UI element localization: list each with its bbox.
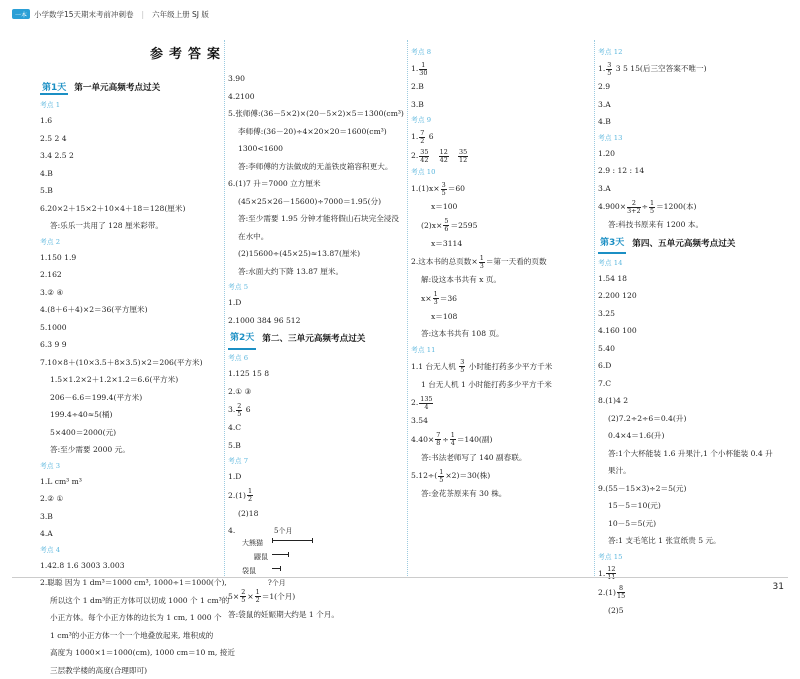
answer-line: 3.54: [411, 412, 591, 430]
answer-line: 2.5 2 4: [40, 130, 220, 148]
answer-line: x× $\frac{1}{3}$ ＝36: [411, 289, 591, 308]
diagram-bar-mid: [272, 554, 288, 555]
diagram-tick: [272, 538, 273, 543]
answer-line: 1.D: [228, 468, 403, 486]
day2-title: 第二、三单元高频考点过关: [262, 331, 365, 349]
answer-line: 1300<1600: [228, 140, 403, 158]
kaodian-label: 考点 8: [411, 45, 591, 59]
answer-line: 4.900× $\frac{2}{3+2}$ ÷ $\frac{1}{5}$ ＝1200(本): [598, 197, 783, 216]
kaodian-label: 考点 6: [228, 351, 403, 365]
footer-rule: [12, 577, 788, 578]
answer-line: 9.(55－15×3)÷2＝5(元): [598, 480, 783, 498]
series-title: 小学数学15天期末考前冲刺卷: [34, 9, 134, 20]
edition-label: 六年级上册 SJ 版: [152, 9, 209, 20]
answer-line: 答:1 支毛笔比 1 张宣纸贵 5 元。: [598, 532, 783, 550]
diagram-bar-small: [272, 568, 280, 569]
answer-line: 5.40: [598, 340, 783, 358]
answer-line: 在水中。: [228, 228, 403, 246]
answer-line: 小正方体。每个小正方体的边长为 1 cm, 1 000 个: [40, 609, 220, 627]
column-divider: [407, 40, 408, 578]
answer-line: 1.42.8 1.6 3003 3.003: [40, 557, 220, 575]
answer-line: 4.: [228, 522, 403, 540]
fraction: $\frac{1}{2}$: [247, 488, 253, 503]
kaodian-label: 考点 2: [40, 235, 220, 249]
kaodian-label: 考点 3: [40, 459, 220, 473]
answer-line: 7.C: [598, 375, 783, 393]
answer-line: 5.B: [228, 437, 403, 455]
kaodian-label: 考点 9: [411, 113, 591, 127]
kaodian-label: 考点 14: [598, 256, 783, 270]
answer-line: 4.40× $\frac{7}{8}$ ÷ $\frac{1}{4}$ ＝140(副): [411, 430, 591, 449]
answer-line: 1.125 15 8: [228, 365, 403, 383]
answer-line: 高度为 1000×1＝1000(cm), 1000 cm＝10 m, 接近: [40, 644, 220, 662]
fraction: $\frac{3}{5}$: [606, 62, 612, 77]
answer-line: 1.54 18: [598, 270, 783, 288]
diagram-tick: [312, 538, 313, 543]
answer-column-4: [598, 45, 783, 619]
fraction: $\frac{3}{5}$: [441, 182, 447, 197]
answer-line: 4.160 100: [598, 322, 783, 340]
fraction: $\frac{35}{12}$: [458, 149, 468, 164]
answer-line: 0.4×4＝1.6(升): [598, 427, 783, 445]
day3-heading: [598, 236, 783, 254]
kaodian-label: 考点 15: [598, 550, 783, 564]
answer-column-3: [411, 45, 591, 503]
answer-line: 答:科技书原来有 1200 本。: [598, 216, 783, 234]
answer-line: 2. $\frac{35}{42}$ $\frac{12}{42}$ $\frac{35}{12}$: [411, 146, 591, 165]
answer-line: 3.25: [598, 305, 783, 323]
answer-line: x＝108: [411, 308, 591, 326]
answer-line: 2.1000 384 96 512: [228, 312, 403, 330]
answer-line: 5.1000: [40, 319, 220, 337]
day3-title: 第四、五单元高频考点过关: [632, 236, 735, 254]
diagram-tick: [288, 552, 289, 557]
day2-tag: 第2天: [228, 330, 256, 350]
answer-line: 2.(1) $\frac{8}{15}$: [598, 583, 783, 602]
answer-line: 答:这本书共有 108 页。: [411, 325, 591, 343]
fraction: $\frac{1}{5}$: [438, 469, 444, 484]
answer-line: 1.5×1.2×2＋1.2×1.2＝6.6(平方米): [40, 371, 220, 389]
kaodian-label: 考点 12: [598, 45, 783, 59]
answer-line: 4.2100: [228, 88, 403, 106]
answer-line: 15－5＝10(元): [598, 497, 783, 515]
answer-line: 3.A: [598, 96, 783, 114]
page-header: [12, 6, 209, 22]
fraction: $\frac{1}{4}$: [450, 432, 456, 447]
header-separator: |: [142, 10, 145, 19]
page-number: 31: [773, 582, 784, 592]
answer-line: 1.6: [40, 112, 220, 130]
answer-line: 李师傅:(36－20)÷4×20×20＝1600(cm³): [228, 123, 403, 141]
answer-line: 答:1个大杯能装 1.6 升果汁,1 个小杯能装 0.4 升: [598, 445, 783, 463]
answer-line: 206－6.6＝199.4(平方米): [40, 389, 220, 407]
diagram-label-top: 5个月: [274, 523, 292, 541]
answer-column-1: [40, 98, 220, 679]
answer-line: 2.B: [411, 78, 591, 96]
answer-line: 答:袋鼠的妊娠期大约是 1 个月。: [228, 606, 403, 624]
answer-line: 1.20: [598, 145, 783, 163]
day2-heading: [228, 331, 403, 349]
answer-line: (2)18: [228, 505, 403, 523]
diagram-label-bottom: ?个月: [268, 575, 286, 593]
day3-tag: 第3天: [598, 235, 626, 255]
fraction: $\frac{1}{3}$: [433, 291, 439, 306]
answer-line: 答:书法老师写了 140 副春联。: [411, 449, 591, 467]
answer-line: 6.D: [598, 357, 783, 375]
fraction: $\frac{135}{4}$: [419, 396, 433, 411]
answer-line: 答:至少需要 2000 元。: [40, 441, 220, 459]
answer-line: 1.D: [228, 294, 403, 312]
answer-line: 3.90: [228, 70, 403, 88]
kaodian-label: 考点 10: [411, 165, 591, 179]
fraction: $\frac{3}{5}$: [459, 359, 465, 374]
kaodian-label: 考点 1: [40, 98, 220, 112]
day1-tag: 第1天: [40, 80, 68, 95]
answer-line: 3.B: [411, 96, 591, 114]
answer-line: 1. $\frac{12}{11}$: [598, 564, 783, 583]
answer-line: 5.12÷( $\frac{1}{5}$ ×2)＝30(株): [411, 466, 591, 485]
answer-line: 1 cm³的小正方体一个一个地叠放起来, 堆积成的: [40, 627, 220, 645]
answer-line: 3.B: [40, 508, 220, 526]
answer-line: 4.A: [40, 525, 220, 543]
answer-line: 2.这本书的总页数× $\frac{1}{3}$ ＝第一天看的页数: [411, 252, 591, 271]
answer-line: 2.聪聪 因为 1 dm³＝1000 cm³, 1000÷1＝1000(个),: [40, 574, 220, 592]
answer-line: 4.(8＋6＋4)×2＝36(平方厘米): [40, 301, 220, 319]
answer-line: 2.② ①: [40, 490, 220, 508]
answer-line: 6.(1)7 升＝7000 立方厘米: [228, 175, 403, 193]
answer-line: 2.(1) $\frac{1}{2}$: [228, 486, 403, 505]
fraction: $\frac{2}{3+2}$: [627, 200, 641, 215]
answer-line: 5.张师傅:(36－5×2)×(20－5×2)×5＝1300(cm³): [228, 105, 403, 123]
kaodian-label: 考点 11: [411, 343, 591, 357]
answer-line: 3.② ④: [40, 284, 220, 302]
answer-line: 1.(1)x× $\frac{3}{5}$ ＝60: [411, 179, 591, 198]
diagram-label-big: 大熊猫: [242, 535, 263, 553]
diagram-label-small: 袋鼠: [242, 563, 256, 581]
answer-line: 5× $\frac{2}{5}$ × $\frac{1}{2}$ ＝1(个月): [228, 587, 403, 606]
answer-line: 1 台无人机 1 小时能打药多少平方千米: [411, 376, 591, 394]
answer-line: 所以这个 1 dm³的正方体可以切成 1000 个 1 cm³的: [40, 592, 220, 610]
answer-line: 3.A: [598, 180, 783, 198]
answer-line: 8.(1)4 2: [598, 392, 783, 410]
answer-line: (2)7.2÷2÷6＝0.4(升): [598, 410, 783, 428]
answer-line: (2)15600÷(45×25)≈13.87(厘米): [228, 245, 403, 263]
fraction: $\frac{8}{15}$: [617, 585, 625, 600]
answer-line: 3.4 2.5 2: [40, 147, 220, 165]
fraction: $\frac{2}{5}$: [236, 403, 242, 418]
fraction: $\frac{1}{2}$: [255, 589, 261, 604]
diagram-tick: [280, 566, 281, 571]
answer-line: 1. $\frac{1}{30}$: [411, 59, 591, 78]
fraction: $\frac{1}{30}$: [419, 62, 427, 77]
fraction: $\frac{1}{5}$: [649, 200, 655, 215]
diagram-bar-big: [272, 540, 312, 541]
answer-line: 1.1 台无人机 $\frac{3}{5}$ 小时能打药多少平方千米: [411, 357, 591, 376]
answer-line: 2.200 120: [598, 287, 783, 305]
answer-line: 4.C: [228, 419, 403, 437]
page-title: 参考答案: [150, 43, 226, 62]
answer-line: 答:水面大约下降 13.87 厘米。: [228, 263, 403, 281]
answer-line: (2)5: [598, 602, 783, 620]
fraction: $\frac{7}{2}$: [419, 130, 425, 145]
answer-line: 1.L cm³ m³: [40, 473, 220, 491]
answer-line: 果汁。: [598, 462, 783, 480]
answer-line: 10－5＝5(元): [598, 515, 783, 533]
fraction: $\frac{1}{3}$: [479, 255, 485, 270]
day1-heading: [40, 78, 160, 96]
answer-line: 答:乐乐一共用了 128 厘米彩带。: [40, 217, 220, 235]
fraction: $\frac{12}{11}$: [606, 566, 616, 581]
answer-line: 1.150 1.9: [40, 249, 220, 267]
answer-line: 2.9: [598, 78, 783, 96]
answer-line: 三层教学楼的高度(合理即可): [40, 662, 220, 679]
fraction: $\frac{12}{42}$: [439, 149, 449, 164]
answer-line: (2)x× $\frac{5}{6}$ ＝2595: [411, 216, 591, 235]
column-divider: [224, 40, 225, 578]
answer-line: 1. $\frac{3}{5}$ 3 5 15(后三空答案不唯一): [598, 59, 783, 78]
answer-line: 6.3 9 9: [40, 336, 220, 354]
answer-line: 答:李师傅的方法做成的无盖铁皮箱容积更大。: [228, 158, 403, 176]
answer-line: (45×25×26－15600)÷7000＝1.95(分): [228, 193, 403, 211]
day1-title: 第一单元高频考点过关: [74, 81, 160, 93]
answer-line: x＝3114: [411, 235, 591, 253]
column-divider: [594, 40, 595, 578]
kaodian-label: 考点 7: [228, 454, 403, 468]
answer-line: 1. $\frac{7}{2}$ 6: [411, 127, 591, 146]
diagram-label-mid: 鼹鼠: [254, 549, 268, 567]
kaodian-label: 考点 13: [598, 131, 783, 145]
answer-line: 199.4÷40≈5(桶): [40, 406, 220, 424]
answer-line: 4.B: [598, 113, 783, 131]
answer-line: 2.162: [40, 266, 220, 284]
answer-line: 7.10×8＋(10×3.5＋8×3.5)×2＝206(平方米): [40, 354, 220, 372]
answer-line: 5.B: [40, 182, 220, 200]
answer-line: 3. $\frac{2}{5}$ 6: [228, 400, 403, 419]
fraction: $\frac{2}{5}$: [240, 589, 246, 604]
answer-line: x＝100: [411, 198, 591, 216]
kaodian-label: 考点 4: [40, 543, 220, 557]
kaodian-label: 考点 5: [228, 280, 403, 294]
answer-line: 解:设这本书共有 x 页。: [411, 271, 591, 289]
fraction: $\frac{5}{6}$: [443, 218, 449, 233]
answer-line: 6.20×2＋15×2＋10×4＋18＝128(厘米): [40, 200, 220, 218]
answer-line: 5×400＝2000(元): [40, 424, 220, 442]
answer-line: 2.① ③: [228, 383, 403, 401]
answer-line: 2.9 : 12 : 14: [598, 162, 783, 180]
brand-logo: 一本: [12, 9, 30, 19]
answer-line: 答:金花茶原来有 30 株。: [411, 485, 591, 503]
fraction: $\frac{7}{8}$: [435, 432, 441, 447]
answer-line: 4.B: [40, 165, 220, 183]
fraction: $\frac{35}{42}$: [419, 149, 429, 164]
answer-line: 2. $\frac{135}{4}$: [411, 393, 591, 412]
answer-line: 答:至少需要 1.95 分钟才能将假山石块完全浸没: [228, 210, 403, 228]
answer-column-2: [228, 70, 403, 623]
